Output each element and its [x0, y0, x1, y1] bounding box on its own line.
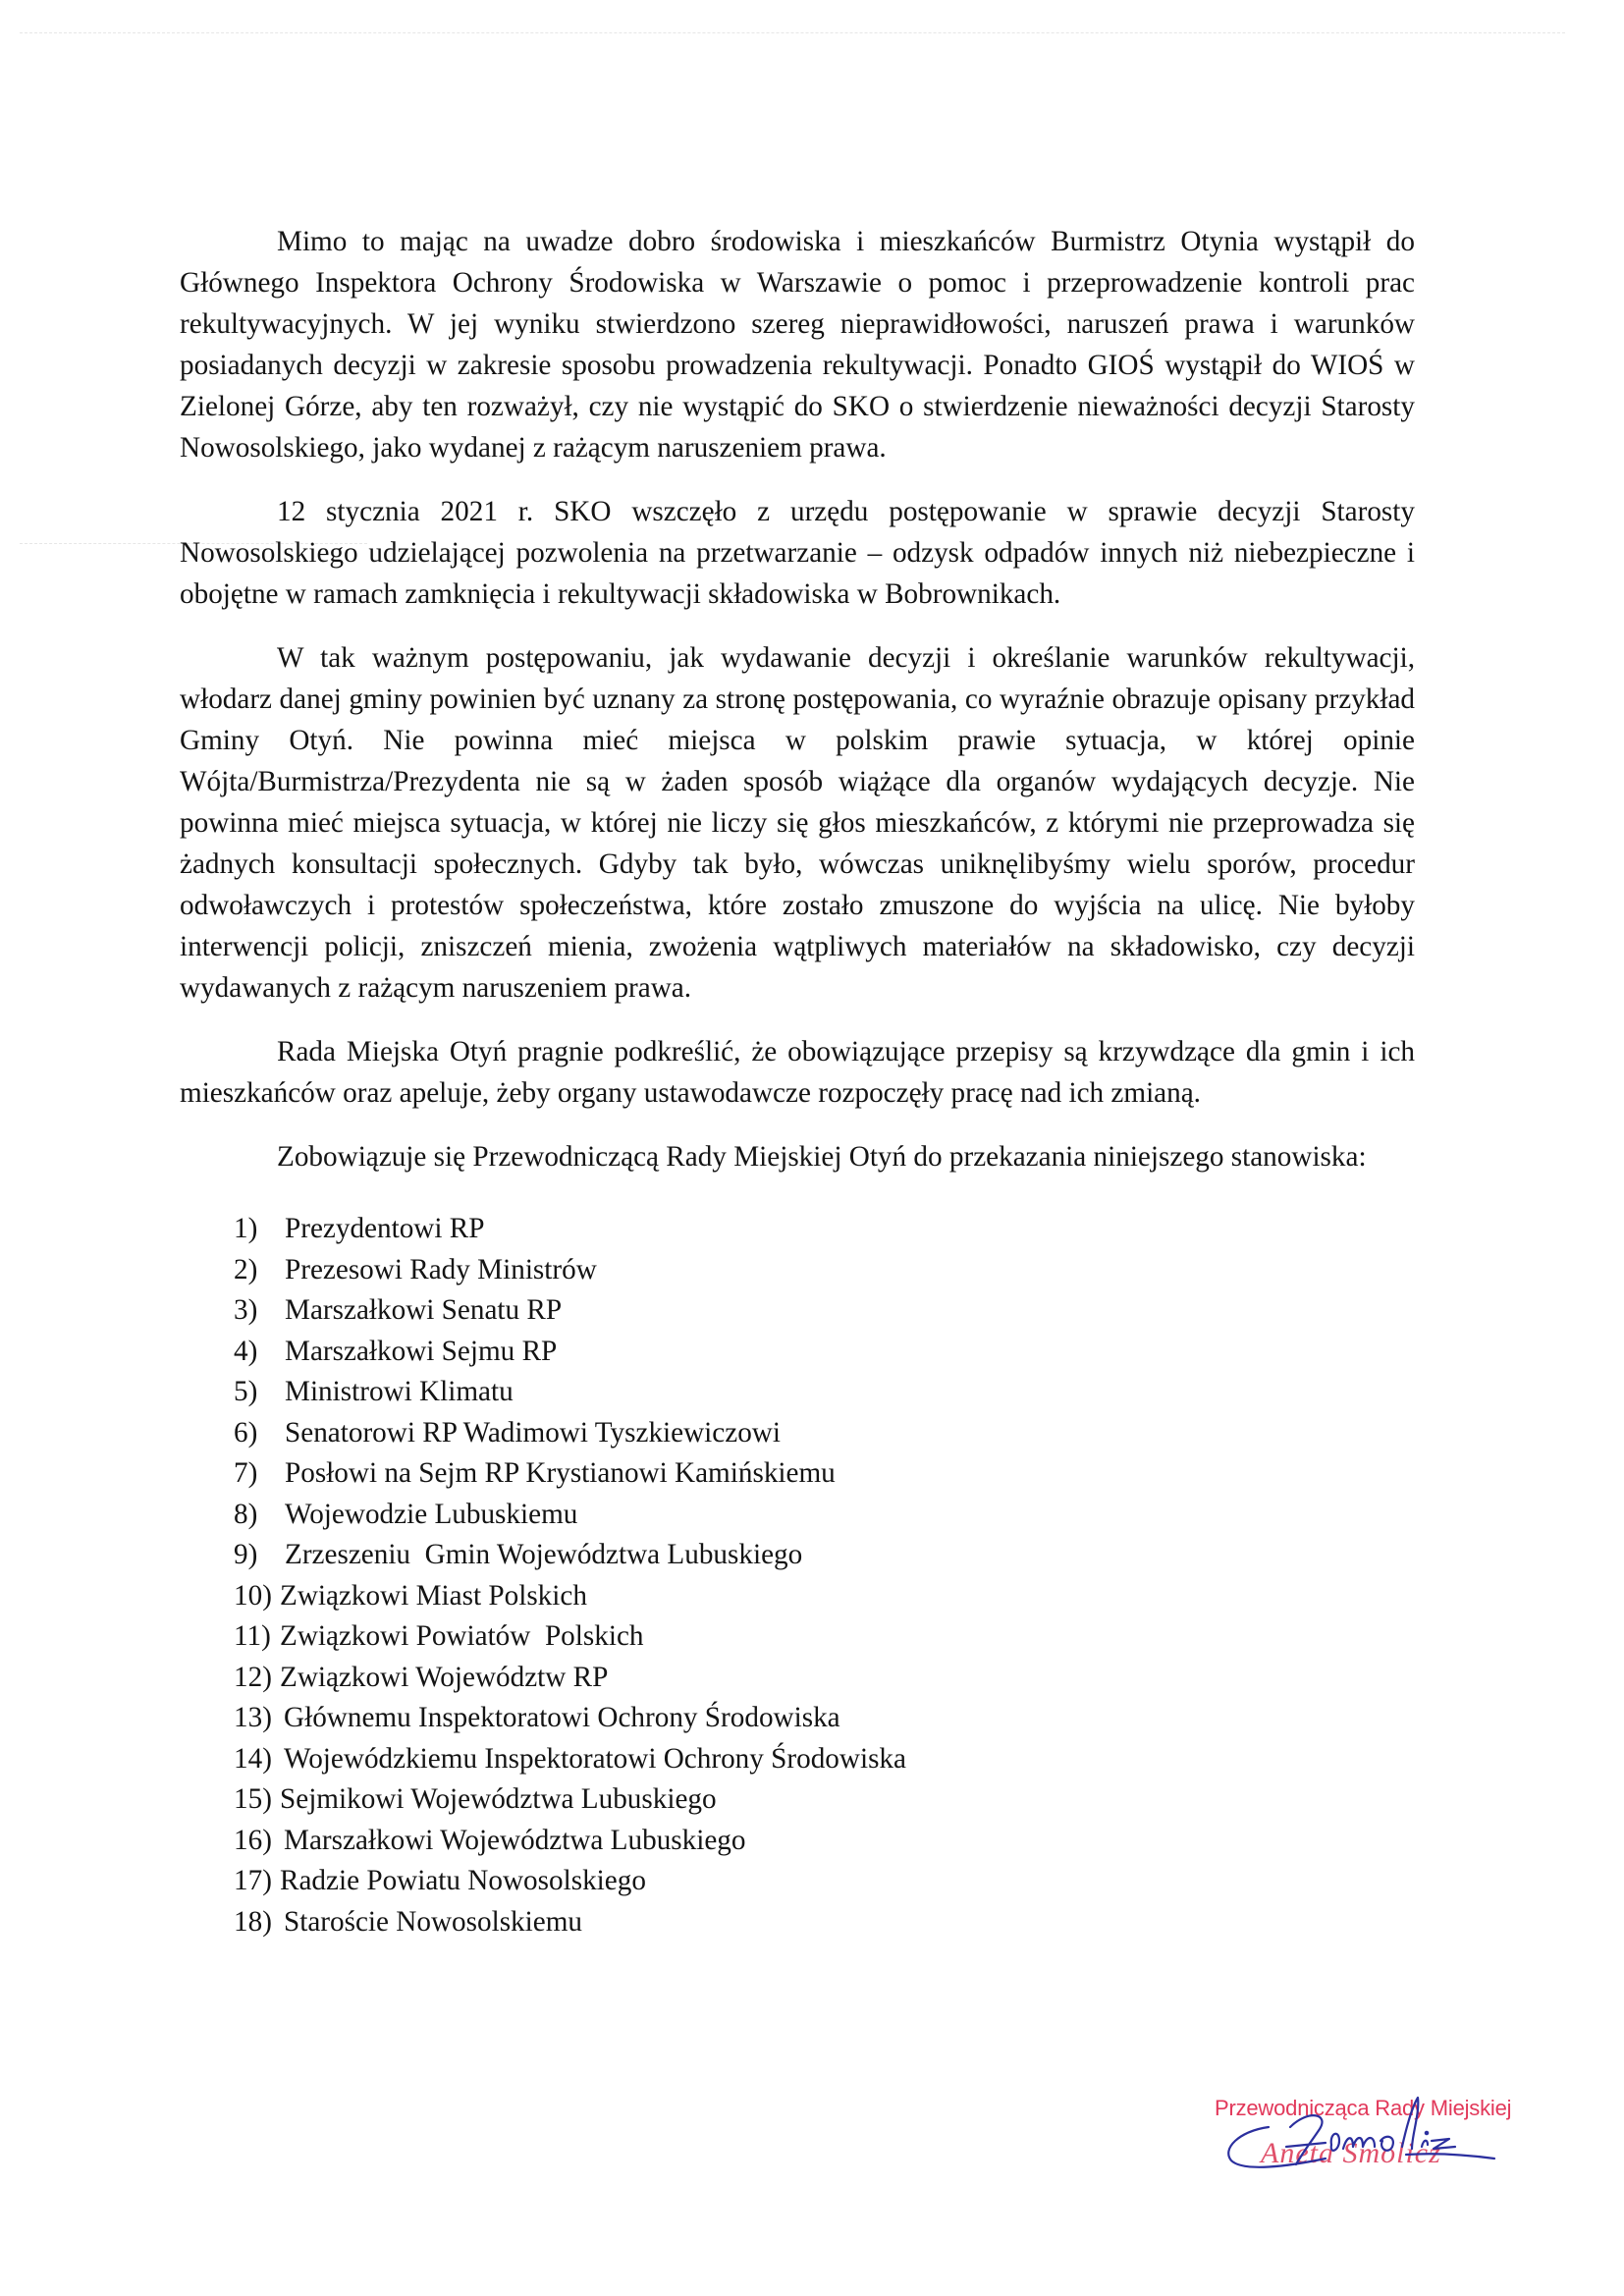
- list-number: 18): [234, 1905, 272, 1938]
- list-number: 8): [234, 1498, 258, 1530]
- list-item: [180, 1453, 1415, 1495]
- list-text: Głównemu Inspektoratowi Ochrony Środowiska: [284, 1702, 840, 1733]
- list-number: 11): [234, 1620, 271, 1652]
- scan-artifact-line: [20, 32, 1565, 34]
- list-number: 16): [234, 1824, 272, 1856]
- list-text: Związkowi Miast Polskich: [280, 1579, 587, 1612]
- list-text: Wojewódzkiemu Inspektoratowi Ochrony Środowiska: [284, 1742, 906, 1775]
- stamp-name: Aneta Smolicz: [1261, 2137, 1441, 2169]
- list-text: Ministrowi Klimatu: [285, 1376, 514, 1407]
- list-number: 9): [234, 1539, 258, 1570]
- list-number: 3): [234, 1294, 258, 1326]
- list-item: [180, 1902, 1415, 1943]
- list-item: [180, 1209, 1415, 1250]
- paragraph-obligation: Zobowiązuje się Przewodniczącą Rady Miejskiej Otyń do przekazania niniejszego stanowiska:: [277, 1141, 1367, 1173]
- list-item: [180, 1698, 1415, 1739]
- list-text: Senatorowi RP Wadimowi Tyszkiewiczowi: [285, 1416, 781, 1449]
- document-body: [180, 221, 1415, 1942]
- list-item: [180, 1821, 1415, 1862]
- handwritten-signature-icon: [1210, 2090, 1543, 2188]
- list-text: Radzie Powiatu Nowosolskiego: [280, 1865, 646, 1896]
- list-text: Marszałkowi Sejmu RP: [285, 1335, 558, 1367]
- list-item: [180, 1250, 1415, 1291]
- stamp-title: Przewodnicząca Rady Miejskiej: [1215, 2096, 1512, 2120]
- list-text: Marszałkowi Województwa Lubuskiego: [284, 1824, 746, 1856]
- list-text: Prezydentowi RP: [285, 1213, 485, 1244]
- list-item: [180, 1658, 1415, 1699]
- paragraph-sko-proceedings: 12 stycznia 2021 r. SKO wszczęło z urzędu postępowanie w sprawie decyzji Starosty Nowosolskiego udzielającej pozwolenia na przetwarzanie – odzysk odpadów innych niż niebezpieczne i obojętne w ramach zamknięcia i rekultywacji składowiska w Bobrownikach.: [180, 496, 1415, 610]
- list-item: [180, 1372, 1415, 1413]
- list-item: [180, 1332, 1415, 1373]
- list-text: Związkowi Województw RP: [280, 1661, 609, 1693]
- list-item: [180, 1535, 1415, 1576]
- signature-stamp: [1210, 2090, 1543, 2188]
- list-item: [180, 1616, 1415, 1658]
- recipient-list: [180, 1209, 1415, 1942]
- list-text: Staroście Nowosolskiemu: [284, 1905, 583, 1938]
- list-number: 1): [234, 1213, 258, 1244]
- paragraph-gios-inspection: Mimo to mając na uwadze dobro środowiska i mieszkańców Burmistrz Otynia wystąpił do Głównego Inspektora Ochrony Środowiska w Warszawie o pomoc i przeprowadzenie kontroli prac rekultywacyjnych. W jej wyniku stwierdzono szereg nieprawidłowości, naruszeń prawa i warunków posiadanych decyzji w zakresie sposobu prowadzenia rekultywacji. Ponadto GIOŚ wystąpił do WIOŚ w Zielonej Górze, aby ten rozważył, czy nie wystąpić do SKO o stwierdzenie nieważności decyzji Starosty Nowosolskiego, jako wydanej z rażącym naruszeniem prawa.: [180, 226, 1415, 464]
- list-item: [180, 1576, 1415, 1617]
- list-text: Posłowi na Sejm RP Krystianowi Kamińskiemu: [285, 1457, 836, 1489]
- list-item: [180, 1861, 1415, 1902]
- list-text: Prezesowi Rady Ministrów: [285, 1253, 597, 1285]
- list-item: [180, 1495, 1415, 1536]
- list-number: 5): [234, 1376, 258, 1407]
- list-item: [180, 1739, 1415, 1780]
- list-item: [180, 1290, 1415, 1332]
- list-text: Marszałkowi Senatu RP: [285, 1294, 563, 1326]
- list-text: Zrzeszeniu Gmin Województwa Lubuskiego: [285, 1539, 803, 1570]
- list-text: Związkowi Powiatów Polskich: [280, 1620, 644, 1652]
- list-number: 10): [234, 1579, 272, 1612]
- list-number: 7): [234, 1457, 258, 1489]
- list-number: 6): [234, 1416, 258, 1449]
- list-number: 15): [234, 1783, 272, 1815]
- paragraph-party-to-proceedings: W tak ważnym postępowaniu, jak wydawanie decyzji i określanie warunków rekultywacji, włodarz danej gminy powinien być uznany za stronę postępowania, co wyraźnie obrazuje opisany przykład Gminy Otyń. Nie powinna mieć miejsca w polskim prawie sytuacja, w której opinie Wójta/Burmistrza/Prezydenta nie są w żaden sposób wiążące dla organów wydających decyzje. Nie powinna mieć miejsca sytuacja, w której nie liczy się głos mieszkańców, z którymi nie przeprowadza się żadnych konsultacji społecznych. Gdyby tak było, wówczas uniknęlibyśmy wielu sporów, procedur odwoławczych i protestów społeczeństwa, które zostało zmuszone do wyjścia na ulicę. Nie byłoby interwencji policji, zniszczeń mienia, zwożenia wątpliwych materiałów na składowisko, czy decyzji wydawanych z rażącym naruszeniem prawa.: [180, 642, 1415, 1004]
- list-number: 17): [234, 1865, 272, 1896]
- list-number: 12): [234, 1661, 272, 1693]
- list-text: Wojewodzie Lubuskiemu: [285, 1498, 578, 1530]
- list-number: 14): [234, 1742, 272, 1775]
- list-item: [180, 1779, 1415, 1821]
- list-number: 13): [234, 1702, 272, 1733]
- list-item: [180, 1413, 1415, 1454]
- paragraph-council-appeal: Rada Miejska Otyń pragnie podkreślić, że obowiązujące przepisy są krzywdzące dla gmin i ich mieszkańców oraz apeluje, żeby organy ustawodawcze rozpoczęły pracę nad ich zmianą.: [180, 1036, 1415, 1109]
- list-number: 4): [234, 1335, 258, 1367]
- list-text: Sejmikowi Województwa Lubuskiego: [280, 1783, 717, 1815]
- list-number: 2): [234, 1253, 258, 1285]
